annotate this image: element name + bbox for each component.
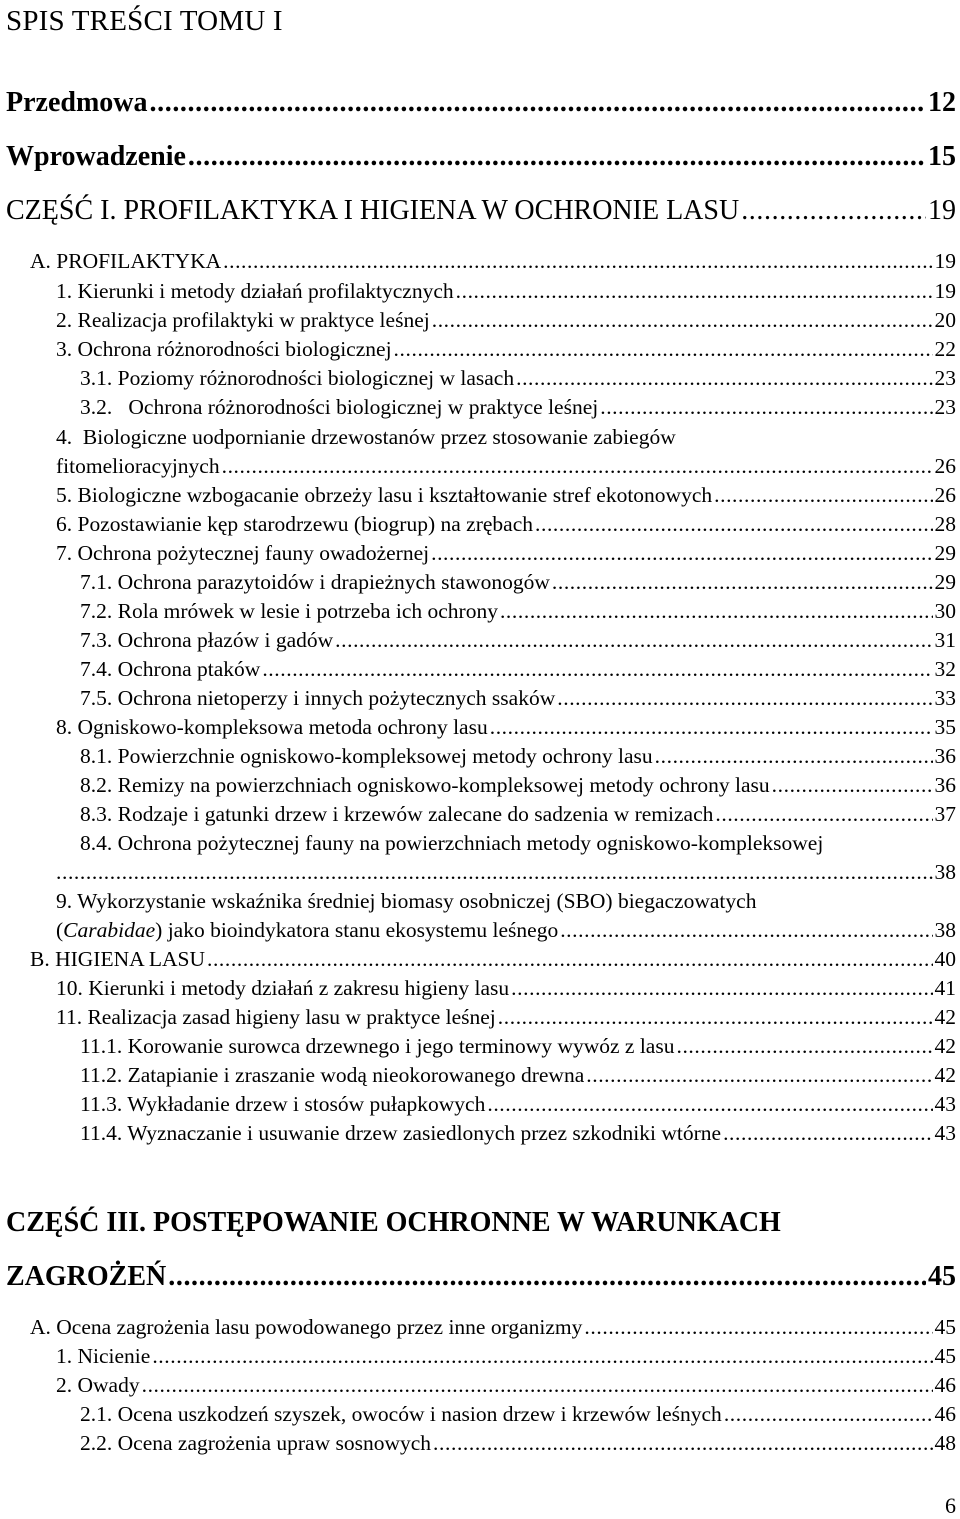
toc-page-number: 46: [934, 1373, 956, 1397]
toc-page-number: 36: [934, 744, 956, 768]
leader-dots: [262, 656, 932, 682]
leader-dots: [222, 453, 933, 479]
leader-dots: [152, 1343, 932, 1369]
toc-page-number: 38: [934, 918, 956, 942]
leader-dots: [456, 278, 933, 304]
toc-part-3-line1: [6, 1206, 956, 1240]
toc-page-number: 43: [934, 1121, 956, 1145]
toc-page-number: 29: [934, 570, 956, 594]
toc-entry-line1: 9. Wykorzystanie wskaźnika średniej biomasy osobniczej (SBO) biegaczowatych: [56, 889, 757, 913]
toc-entry: [80, 1430, 956, 1456]
document-title: SPIS TREŚCI TOMU I: [6, 5, 283, 37]
leader-dots: [676, 1033, 932, 1059]
leader-dots: [394, 336, 933, 362]
leader-dots: [586, 1062, 932, 1088]
toc-page-number: 26: [934, 483, 956, 507]
toc-page-number: 19: [934, 279, 956, 303]
leader-dots: [511, 975, 932, 1001]
toc-entry-text: [56, 917, 558, 943]
toc-page-number: 37: [934, 802, 956, 826]
leader-dots: [207, 946, 933, 972]
toc-page-number: 29: [934, 541, 956, 565]
toc-entry: [30, 946, 956, 972]
toc-page-number: 42: [934, 1063, 956, 1087]
leader-dots: [498, 1004, 933, 1030]
leader-dots: [723, 1120, 932, 1146]
toc-entry: [56, 917, 956, 943]
leader-dots: [560, 917, 932, 943]
leader-dots: [655, 743, 933, 769]
toc-entry: [56, 714, 956, 740]
toc-entry-text: CZĘŚĆ I. PROFILAKTYKA I HIGIENA W OCHRONIE LASU: [6, 195, 740, 226]
toc-page-number: 41: [934, 976, 956, 1000]
toc-page-number: 23: [934, 366, 956, 390]
toc-page-number: 48: [934, 1431, 956, 1455]
italic-taxon: Carabidae: [63, 918, 156, 942]
toc-entry: [56, 453, 956, 479]
toc-entry-text: 3.2. Ochrona różnorodności biologicznej w praktyce leśnej: [80, 395, 599, 419]
toc-entry-text: A. Ocena zagrożenia lasu powodowanego przez inne organizmy: [30, 1315, 583, 1339]
toc-entry-text: fitomelioracyjnych: [56, 454, 220, 478]
toc-entry: [56, 859, 956, 885]
toc-entry-text: Przedmowa: [6, 87, 148, 118]
toc-entry-text: 5. Biologiczne wzbogacanie obrzeży lasu i kształtowanie stref ekotonowych: [56, 483, 713, 507]
toc-page-number: 35: [934, 715, 956, 739]
toc-page-number: 42: [934, 1005, 956, 1029]
toc-entry-text: 11.4. Wyznaczanie i usuwanie drzew zasiedlonych przez szkodniki wtórne: [80, 1121, 722, 1145]
toc-entry: [80, 627, 956, 653]
leader-dots: [490, 714, 933, 740]
toc-entry-text: CZĘŚĆ III. POSTĘPOWANIE OCHRONNE W WARUNKACH: [6, 1207, 781, 1238]
toc-entry-text: 8.1. Powierzchnie ogniskowo-kompleksowej metody ochrony lasu: [80, 744, 653, 768]
toc-entry-text: 8. Ogniskowo-kompleksowa metoda ochrony lasu: [56, 715, 488, 739]
toc-page-number: 15: [928, 141, 956, 172]
toc-entry: [80, 656, 956, 682]
toc-page-number: 31: [934, 628, 956, 652]
leader-dots: [487, 1091, 932, 1117]
toc-entry-text: 2.2. Ocena zagrożenia upraw sosnowych: [80, 1431, 432, 1455]
toc-entry: [80, 569, 956, 595]
toc-entry-text: B. HIGIENA LASU: [30, 947, 205, 971]
toc-entry-text: 1. Nicienie: [56, 1344, 151, 1368]
toc-entry: [80, 1062, 956, 1088]
toc-entry: [80, 772, 956, 798]
toc-page-number: 19: [934, 249, 956, 273]
toc-entry: [56, 975, 956, 1001]
toc-page-number: 46: [934, 1402, 956, 1426]
toc-entry: [56, 278, 956, 304]
toc-entry: [56, 1372, 956, 1398]
toc-page-number: 12: [928, 87, 956, 118]
toc-entry-text: 7.5. Ochrona nietoperzy i innych pożytecznych ssaków: [80, 686, 556, 710]
toc-page-number: 22: [934, 337, 956, 361]
toc-entry-text: 8.2. Remizy na powierzchniach ogniskowo-kompleksowej metody ochrony lasu: [80, 773, 770, 797]
toc-entry-text: 11.2. Zatapianie i zraszanie wodą nieokorowanego drewna: [80, 1063, 585, 1087]
leader-dots: [142, 1372, 933, 1398]
leader-dots: [584, 1314, 932, 1340]
toc-entry-text: 7. Ochrona pożytecznej fauny owadożernej: [56, 541, 430, 565]
toc-entry-text: 10. Kierunki i metody działań z zakresu higieny lasu: [56, 976, 510, 1000]
toc-entry-text: 7.1. Ochrona parazytoidów i drapieżnych stawonogów: [80, 570, 550, 594]
toc-entry: [80, 1120, 956, 1146]
toc-entry: [80, 685, 956, 711]
toc-page-number: 30: [934, 599, 956, 623]
toc-page-number: 20: [934, 308, 956, 332]
toc-page-number: 28: [934, 512, 956, 536]
leader-dots: [431, 540, 932, 566]
toc-entry-text: 3.1. Poziomy różnorodności biologicznej w lasach: [80, 366, 515, 390]
toc-entry: [80, 365, 956, 391]
leader-dots: [714, 482, 932, 508]
toc-entry-text: 2.1. Ocena uszkodzeń szyszek, owoców i nasion drzew i krzewów leśnych: [80, 1402, 722, 1426]
toc-entry: [30, 1314, 956, 1340]
toc-entry: [30, 248, 956, 274]
toc-entry-text: 11.1. Korowanie surowca drzewnego i jego terminowy wywóz z lasu: [80, 1034, 675, 1058]
toc-entry: [56, 336, 956, 362]
toc-entry-text: 1. Kierunki i metody działań profilaktycznych: [56, 279, 454, 303]
page-number: 6: [945, 1493, 956, 1518]
toc-entry-text: ZAGROŻEŃ: [6, 1261, 167, 1292]
toc-page-number: 36: [934, 773, 956, 797]
toc-entry-text: 11.3. Wykładanie drzew i stosów pułapkowych: [80, 1092, 486, 1116]
leader-dots: [150, 86, 926, 120]
toc-entry-text: 2. Owady: [56, 1373, 140, 1397]
leader-dots: [557, 685, 932, 711]
toc-entry: [80, 801, 956, 827]
toc-entry: [80, 598, 956, 624]
toc-page-number: 33: [934, 686, 956, 710]
toc-entry: [56, 307, 956, 333]
toc-page-number: 45: [934, 1344, 956, 1368]
toc-entry-wprowadzenie: [6, 140, 956, 174]
toc-entry-text: 3. Ochrona różnorodności biologicznej: [56, 337, 392, 361]
toc-entry-text: 2. Realizacja profilaktyki w praktyce leśnej: [56, 308, 430, 332]
toc-entry-text: 6. Pozostawianie kęp starodrzewu (biogrup) na zrębach: [56, 512, 533, 536]
toc-entry: [80, 394, 956, 420]
leader-dots: [772, 772, 933, 798]
toc-entry-text: 11. Realizacja zasad higieny lasu w praktyce leśnej: [56, 1005, 496, 1029]
toc-entry: [80, 743, 956, 769]
toc-entry-line1: 8.4. Ochrona pożytecznej fauny na powierzchniach metody ogniskowo-kompleksowej: [80, 831, 824, 855]
toc-page-number: 42: [934, 1034, 956, 1058]
toc-entry-text: Wprowadzenie: [6, 141, 186, 172]
toc-page-number: 26: [934, 454, 956, 478]
leader-dots: [500, 598, 933, 624]
leader-dots: [516, 365, 932, 391]
leader-dots: [724, 1401, 933, 1427]
leader-dots: [741, 194, 926, 228]
leader-dots: [223, 248, 932, 274]
toc-entry-text: 7.3. Ochrona płazów i gadów: [80, 628, 334, 652]
toc-page-number: 32: [934, 657, 956, 681]
toc-entry: [80, 1401, 956, 1427]
toc-entry-przedmowa: [6, 86, 956, 120]
leader-dots: [188, 140, 926, 174]
toc-page-number: 23: [934, 395, 956, 419]
toc-page-number: 43: [934, 1092, 956, 1116]
toc-entry-text: 7.2. Rola mrówek w lesie i potrzeba ich ochrony: [80, 599, 498, 623]
toc-part-1: [6, 194, 956, 228]
leader-dots: [335, 627, 932, 653]
toc-page-number: 38: [934, 860, 956, 884]
leader-dots: [168, 1260, 926, 1294]
toc-entry: [56, 540, 956, 566]
toc-page-number: 45: [934, 1315, 956, 1339]
toc-entry-text: 8.3. Rodzaje i gatunki drzew i krzewów zalecane do sadzenia w remizach: [80, 802, 714, 826]
leader-dots: [432, 307, 933, 333]
toc-entry: [56, 482, 956, 508]
leader-dots: [433, 1430, 932, 1456]
toc-entry: [80, 1033, 956, 1059]
toc-entry-line1: 4. Biologiczne uodpornianie drzewostanów przez stosowanie zabiegów: [56, 425, 676, 449]
leader-dots: [600, 394, 932, 420]
toc-entry: [56, 1343, 956, 1369]
toc-page-number: 45: [928, 1261, 956, 1292]
entry-rest: ) jako bioindykatora stanu ekosystemu leśnego: [155, 918, 559, 942]
paren-open: (: [56, 918, 64, 942]
leader-dots: [715, 801, 932, 827]
toc-entry: [56, 511, 956, 537]
toc-entry-text: 7.4. Ochrona ptaków: [80, 657, 261, 681]
toc-page-number: 40: [934, 947, 956, 971]
toc-entry: [80, 1091, 956, 1117]
toc-entry: [56, 1004, 956, 1030]
toc-page-number: 19: [928, 195, 956, 226]
leader-dots: [552, 569, 933, 595]
toc-part-3: [6, 1260, 956, 1294]
toc-entry-text: A. PROFILAKTYKA: [30, 249, 222, 273]
leader-dots: [535, 511, 933, 537]
leader-dots: [56, 859, 933, 885]
